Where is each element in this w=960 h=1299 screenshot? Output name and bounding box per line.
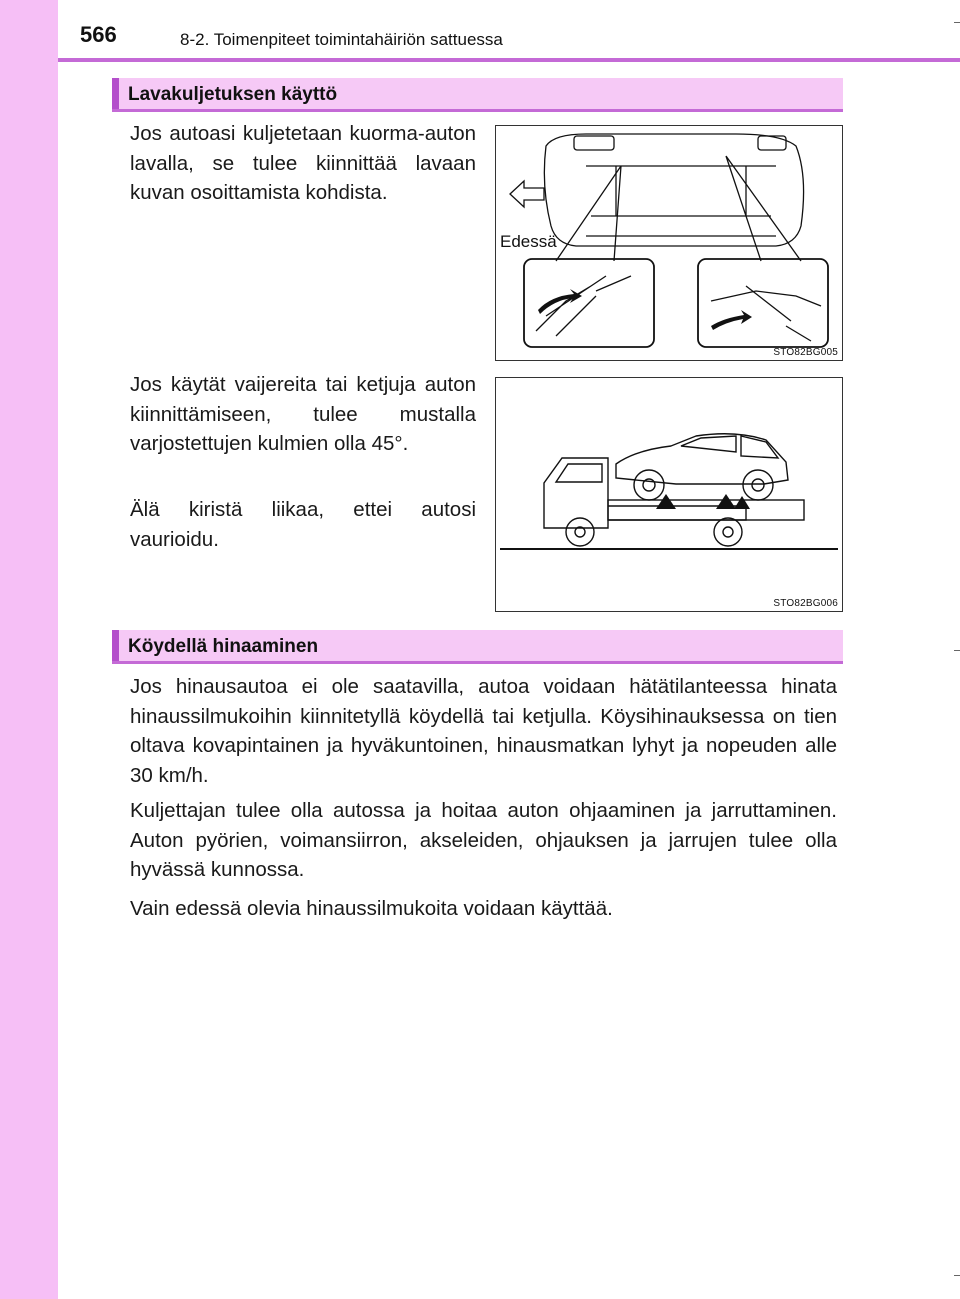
section-heading	[112, 630, 843, 664]
paragraph: Jos käytät vaijereita tai ketjuja auton kiinnittämiseen, tulee mustalla varjostettujen kulmien olla 45°.	[130, 373, 476, 455]
paragraph: Kuljettajan tulee olla autossa ja hoitaa auton ohjaaminen ja jarruttaminen. Auton pyörien, voimansiirron, akseleiden, ohjauksen ja jarrujen tulee olla hyvässä kunnossa.	[130, 799, 837, 881]
paragraph: Vain edessä olevia hinaussilmukoita voidaan käyttää.	[130, 897, 613, 920]
crop-mark	[954, 22, 960, 23]
header-rule	[58, 58, 960, 62]
section-heading	[112, 78, 843, 112]
figure-truck-transport	[495, 377, 843, 612]
page-sidebar	[0, 0, 58, 1299]
section-heading-bar	[112, 78, 119, 109]
section-heading-text: Lavakuljetuksen käyttö	[128, 84, 338, 105]
paragraph: Älä kiristä liikaa, ettei autosi vaurioidu.	[130, 498, 476, 551]
section-heading-bar	[112, 630, 119, 661]
crop-mark	[954, 1275, 960, 1276]
section-heading-text: Köydellä hinaaminen	[128, 636, 319, 657]
front-label: Edessä	[500, 232, 557, 251]
chapter-title: 8-2. Toimenpiteet toimintahäiriön sattuessa	[180, 30, 503, 49]
paragraph: Jos hinausautoa ei ole saatavilla, autoa voidaan hätätilanteessa hinata hinaussilmukoihin kiinnitetyllä köydellä tai ketjulla. Köysihinauksessa on tien oltava kovapintainen ja hyväkuntoinen, hinausmatkan lyhyt ja nopeuden alle 30 km/h.	[130, 675, 837, 787]
figure-code: STO82BG006	[773, 598, 838, 609]
figure-code: STO82BG005	[773, 347, 838, 358]
figure-tie-down-points	[495, 125, 843, 361]
paragraph: Jos autoasi kuljetetaan kuorma-auton lavalla, se tulee kiinnittää lavaan kuvan osoittamista kohdista.	[130, 122, 476, 204]
crop-mark	[954, 650, 960, 651]
truck-illustration	[496, 378, 842, 611]
page-number: 566	[80, 22, 117, 47]
